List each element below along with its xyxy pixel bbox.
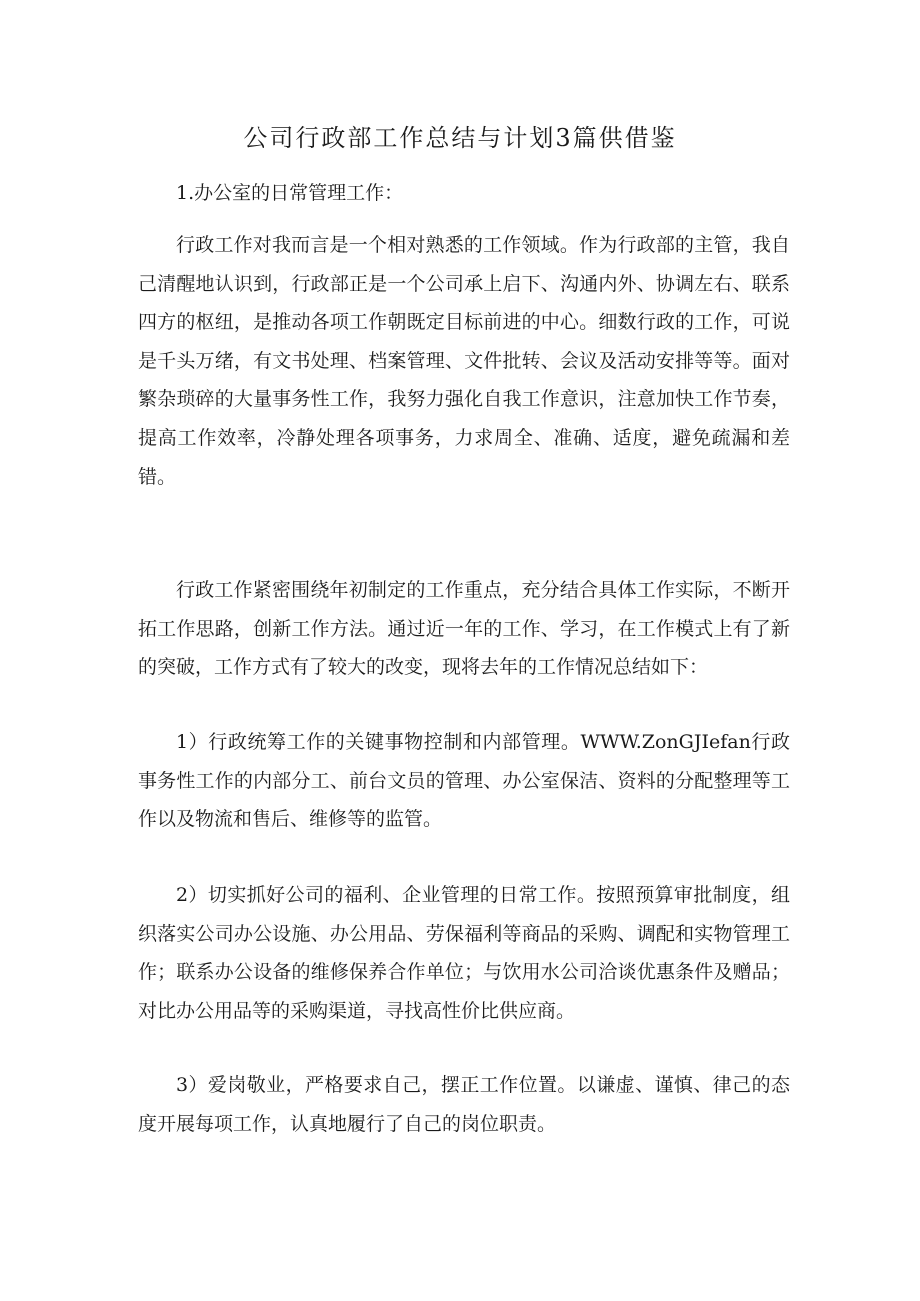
paragraph-2: 行政工作紧密围绕年初制定的工作重点，充分结合具体工作实际，不断开拓工作思路，创新工作方法。通过近一年的工作、学习，在工作模式上有了新的突破，工作方式有了较大的改变，现将去年的工作情况总结如下： xyxy=(138,579,790,679)
document-title: 公司行政部工作总结与计划3篇供借鉴 xyxy=(243,124,677,152)
section-heading: 1.办公室的日常管理工作： xyxy=(176,182,404,204)
paragraph-5: 3）爱岗敬业，严格要求自己，摆正工作位置。以谦虚、谨慎、律己的态度开展每项工作，认真地履行了自己的岗位职责。 xyxy=(138,1074,790,1135)
paragraph-1: 行政工作对我而言是一个相对熟悉的工作领域。作为行政部的主管，我自己清醒地认识到，行政部正是一个公司承上启下、沟通内外、协调左右、联系四方的枢纽，是推动各项工作朝既定目标前进的中心。细数行政的工作，可说是千头万绪，有文书处理、档案管理、文件批转、会议及活动安排等等。面对繁杂琐碎的大量事务性工作，我努力强化自我工作意识，注意加快工作节奏，提高工作效率，冷静处理各项事务，力求周全、准确、适度，避免疏漏和差错。 xyxy=(138,234,790,488)
paragraph-3: 1）行政统筹工作的关键事物控制和内部管理。WWW.ZonGJIefan行政事务性工作的内部分工、前台文员的管理、办公室保洁、资料的分配整理等工作以及物流和售后、维修等的监管。 xyxy=(138,731,790,831)
paragraph-4: 2）切实抓好公司的福利、企业管理的日常工作。按照预算审批制度，组织落实公司办公设施、办公用品、劳保福利等商品的采购、调配和实物管理工作；联系办公设备的维修保养合作单位；与饮用水公司洽谈优惠条件及赠品；对比办公用品等的采购渠道，寻找高性价比供应商。 xyxy=(138,884,790,1022)
